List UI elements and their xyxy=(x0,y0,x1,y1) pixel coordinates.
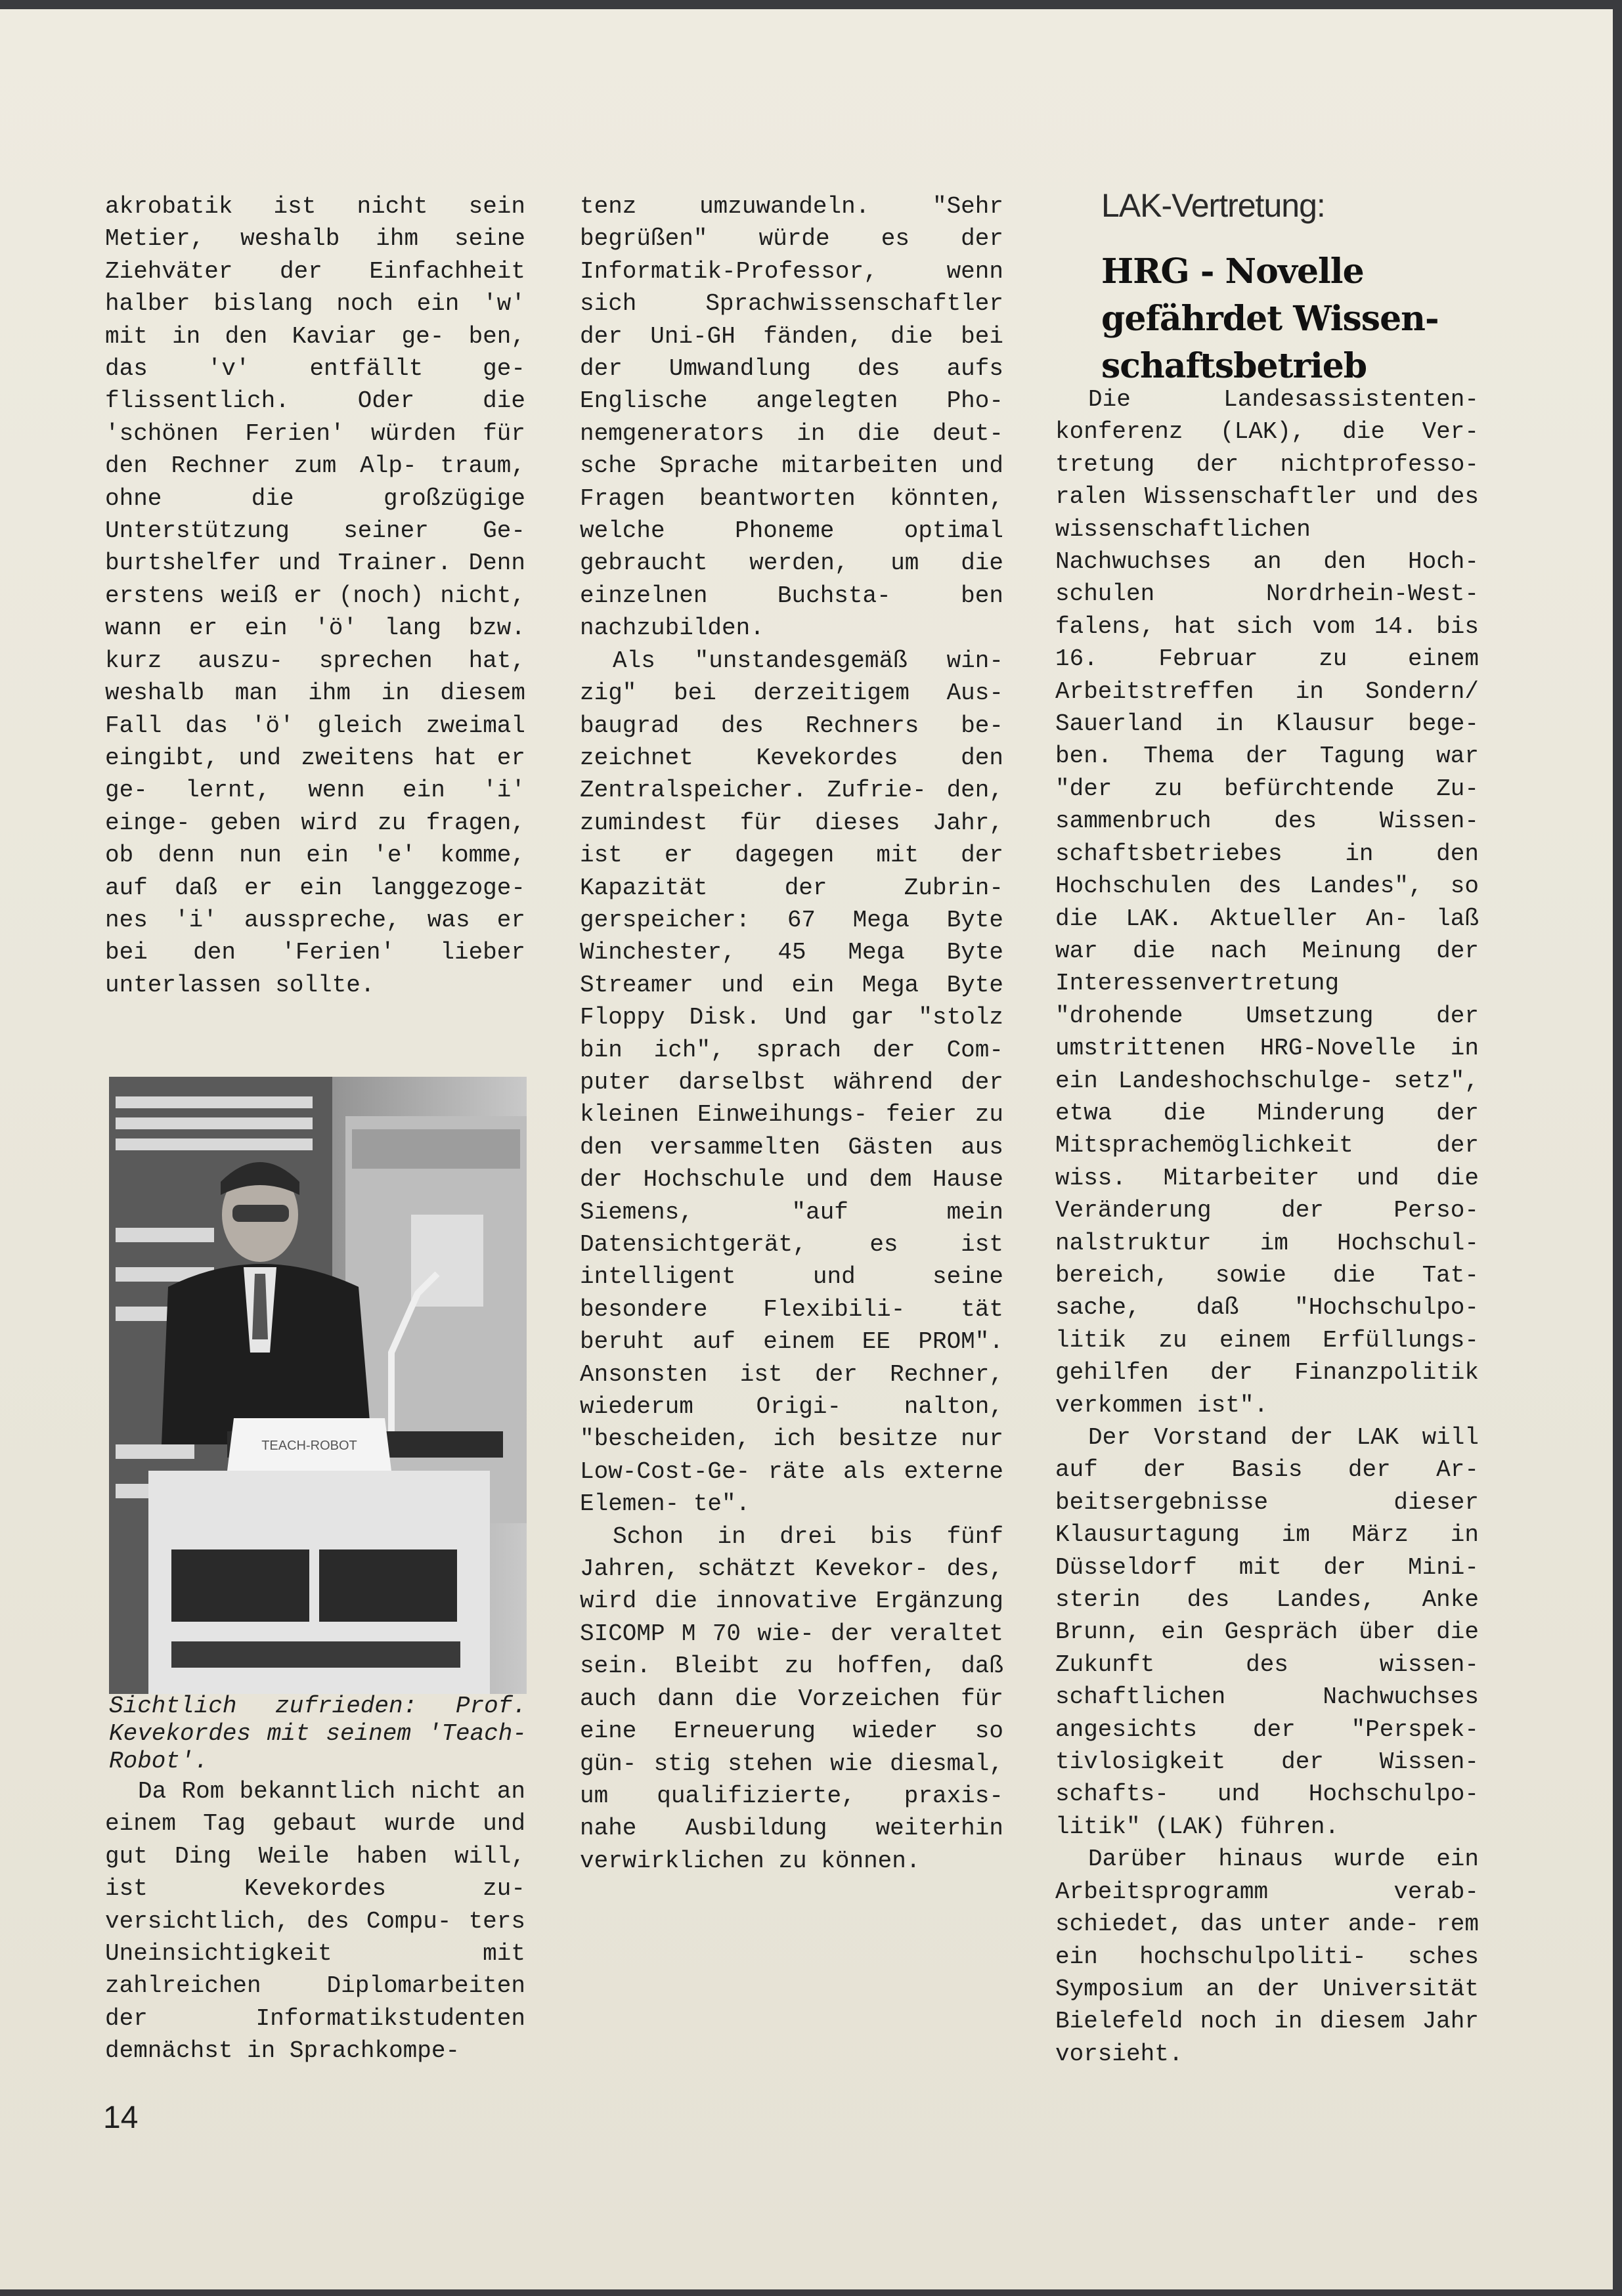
teach-robot-sign-label: TEACH-ROBOT xyxy=(261,1439,357,1453)
caption-text: Sichtlich zufrieden: Prof. Kevekordes mit seinem 'Teach-Robot'. xyxy=(109,1693,527,1775)
photo-illustration xyxy=(109,1077,527,1694)
article-paragraph: Da Rom bekanntlich nicht an einem Tag gebaut wurde und gut Ding Weile haben will, ist Kevekordes zu- versichtlich, des Compu- ters Uneinsichtigkeit mit zahlreichen Diplomarbeiten der Informatikstudenten demnächst in Sprachkompe- xyxy=(105,1778,525,2065)
article-headline: HRG - Novelle gefährdet Wissen- schaftsbetrieb xyxy=(1101,251,1439,386)
article-paragraph: Als "unstandesgemäß win- zig" bei derzeitigem Aus- baugrad des Rechners be- zeichnet Kevekordes den Zentralspeicher. Zufrie- den, zumindest für dieses Jahr, ist er dagegen mit der Kapazität der Zubrin- gerspeicher: 67 Mega Byte Winchester, 45 Mega Byte Streamer und ein Mega Byte Floppy Disk. Und gar "stolz bin ich", sprach der Com- puter darselbst während der kleinen Einweihungs- feier zu den versammelten Gästen aus der Hochschule und dem Hause Siemens, "auf mein Datensichtgerät, es ist intelligent und seine besondere Flexibili- tät beruht auf einem EE PROM". Ansonsten ist der Rechner, wiederum Origi- nalton, "bescheiden, ich besitze nur Low-Cost-Ge- räte als externe Elemen- te". xyxy=(580,647,1003,1518)
article-paragraph: Der Vorstand der LAK will auf der Basis der Ar- beitsergebnisse dieser Klausurtagung im März in Düsseldorf mit der Mini- sterin des Landes, Anke Brunn, ein Gespräch über die Zukunft des wissen- schaftlichen Nachwuchses angesichts der "Perspek- tivlosigkeit der Wissen- schafts- und Hochschulpo- litik" (LAK) führen. xyxy=(1055,1424,1479,1840)
article-paragraph: akrobatik ist nicht sein Metier, weshalb ihm seine Ziehväter der Einfachheit halber bislang noch ein 'w' mit in den Kaviar ge- ben, das 'v' entfällt ge- flissentlich. Oder die 'schönen Ferien' würden für den Rechner zum Alp- traum, ohne die großzügige Unterstützung seiner Ge- burtshelfer und Trainer. Denn erstens weiß er (noch) nicht, wann er ein 'ö' lang bzw. kurz auszu- sprechen hat, weshalb man ihm in diesem Fall das 'ö' gleich zweimal eingibt, und zweitens hat er ge- lernt, wenn ein 'i' einge- geben wird zu fragen, ob denn nun ein 'e' komme, auf daß er ein langgezoge- nes 'i' ausspreche, was er bei den 'Ferien' lieber unterlassen sollte. xyxy=(105,193,525,999)
column-1-top xyxy=(105,190,525,1001)
article-paragraph: Schon in drei bis fünf Jahren, schätzt Kevekor- des, wird die innovative Ergänzung SICOMP M 70 wie- der veraltet sein. Bleibt zu hoffen, daß auch dann die Vorzeichen für eine Erneuerung wieder so gün- stig stehen wie diesmal, um qualifizierte, praxis- nahe Ausbildung weiterhin verwirklichen zu können. xyxy=(580,1523,1003,1874)
photo-professor-teach-robot xyxy=(109,1077,527,1694)
article-kicker: LAK-Vertretung: xyxy=(1101,187,1325,224)
article-paragraph: Darüber hinaus wurde ein Arbeitsprogramm verab- schiedet, das unter ande- rem ein hochschulpoliti- sches Symposium an der Universität Bielefeld noch in diesem Jahr vorsieht. xyxy=(1055,1846,1479,2068)
photo-caption xyxy=(109,1693,527,1775)
column-2 xyxy=(580,190,1003,1877)
column-3 xyxy=(1055,383,1479,2070)
column-1-bottom xyxy=(105,1775,525,2068)
article-paragraph: tenz umzuwandeln. "Sehr begrüßen" würde es der Informatik-Professor, wenn sich Sprachwissenschaftler der Uni-GH fänden, die bei der Umwandlung des aufs Englische angelegten Pho- nemgenerators in die deut- sche Sprache mitarbeiten und Fragen beantworten könnten, welche Phoneme optimal gebraucht werden, um die einzelnen Buchsta- ben nachzubilden. xyxy=(580,193,1003,642)
article-paragraph: Die Landesassistenten- konferenz (LAK), die Ver- tretung der nichtprofesso- ralen Wissenschaftler und des wissenschaftlichen Nachwuchses an den Hoch- schulen Nordrhein-West- falens, hat sich vom 14. bis 16. Februar zu einem Arbeitstreffen in Sondern/ Sauerland in Klausur bege- ben. Thema der Tagung war "der zu befürchtende Zu- sammenbruch des Wissen- schaftsbetriebes in den Hochschulen des Landes", so die LAK. Aktueller An- laß war die nach Meinung der Interessenvertretung "drohende Umsetzung der umstrittenen HRG-Novelle in ein Landeshochschulge- setz", etwa die Minderung der Mitsprachemöglichkeit der wiss. Mitarbeiter und die Veränderung der Perso- nalstruktur im Hochschul- bereich, sowie die Tat- sache, daß "Hochschulpo- litik zu einem Erfüllungs- gehilfen der Finanzpolitik verkommen ist". xyxy=(1055,386,1479,1419)
page-number: 14 xyxy=(103,2100,139,2135)
